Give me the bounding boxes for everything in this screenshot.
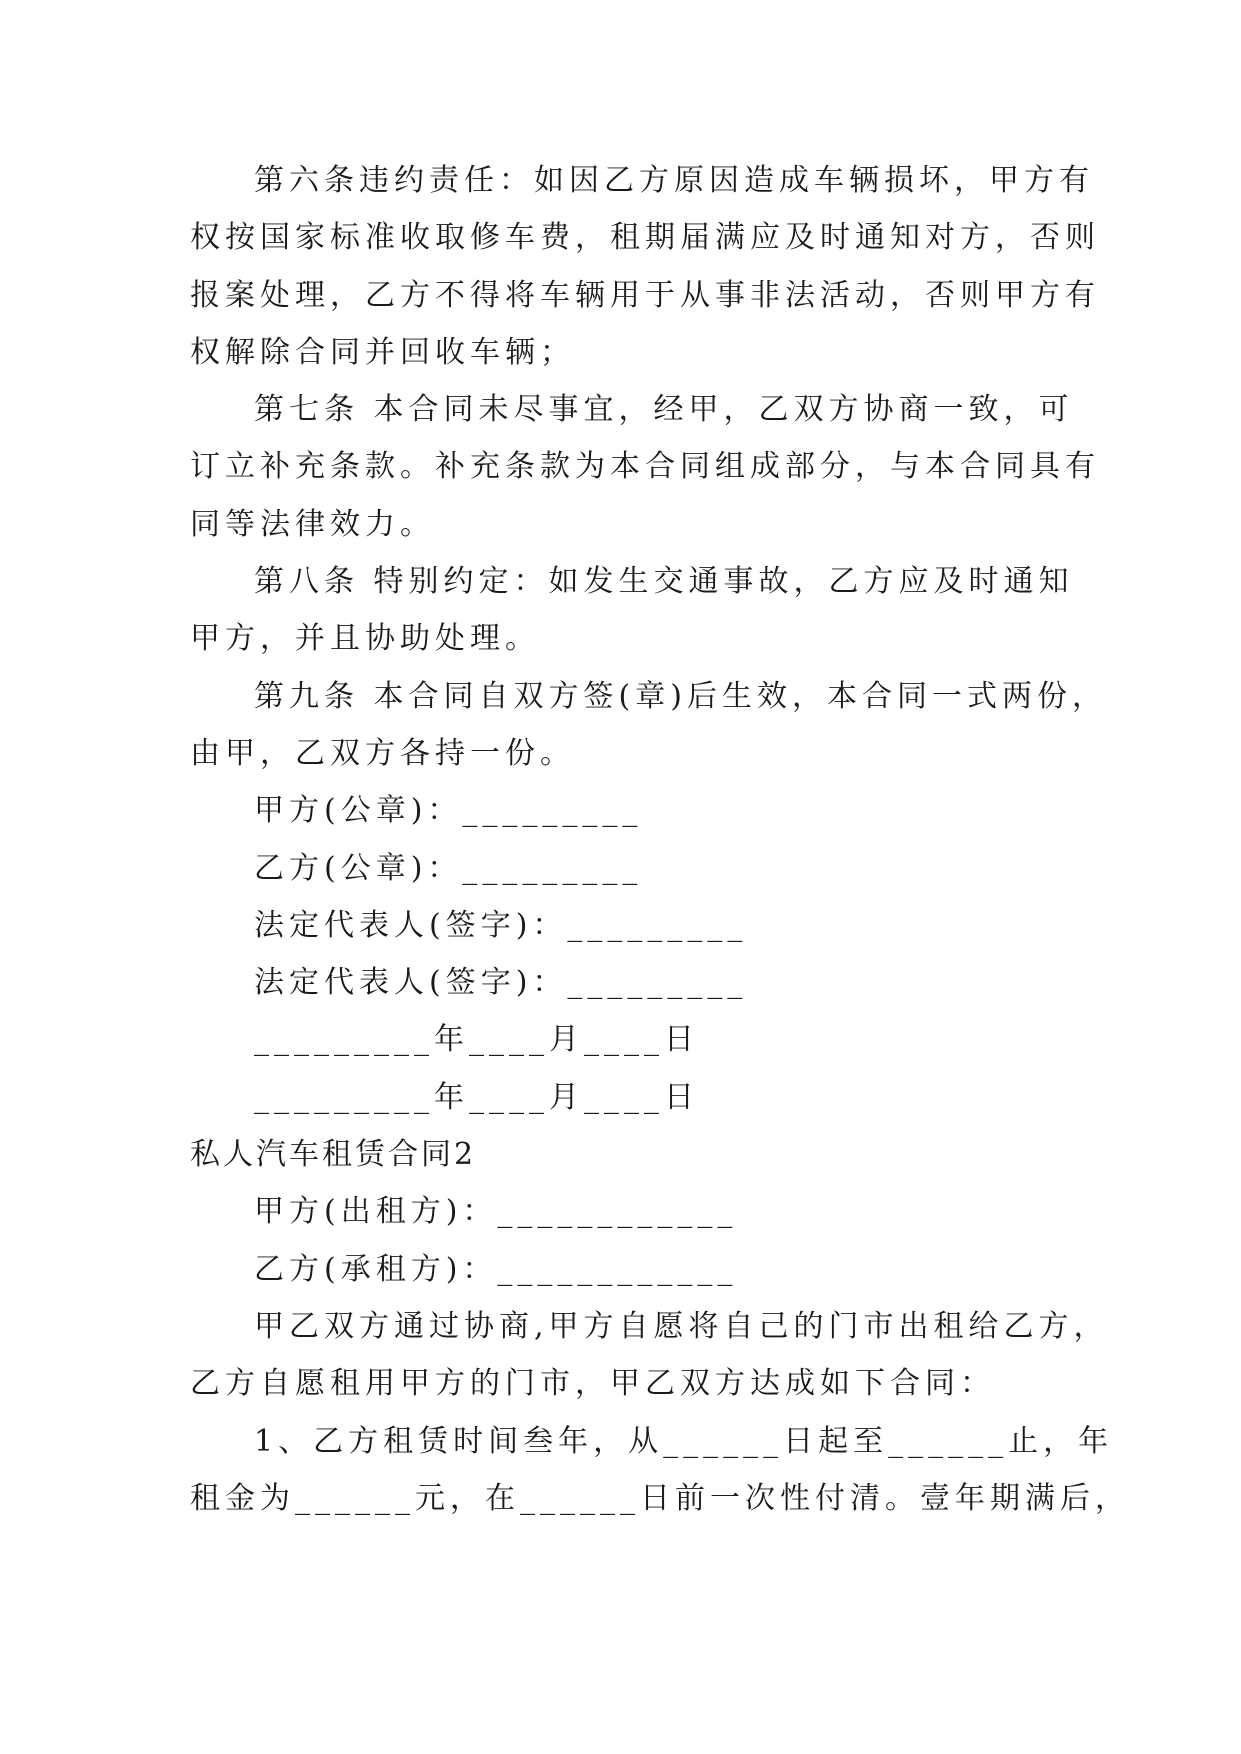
paragraph-line: 权解除合同并回收车辆； [190, 334, 575, 370]
paragraph-line: 同等法律效力。 [190, 506, 435, 542]
paragraph-line: 第九条 本合同自双方签(章)后生效，本合同一式两份， [254, 678, 1107, 714]
paragraph-line: 由甲，乙双方各持一份。 [190, 735, 575, 771]
paragraph-line: 1、乙方租赁时间叁年，从______日起至______止，年 [254, 1423, 1114, 1459]
paragraph-line: 第八条 特别约定：如发生交通事故，乙方应及时通知 [254, 564, 1074, 600]
paragraph-line: 租金为______元，在______日前一次性付清。壹年期满后， [190, 1480, 1130, 1516]
paragraph-line: 甲乙双方通过协商,甲方自愿将自己的门市出租给乙方， [254, 1308, 1109, 1344]
signature-line-legal-rep: 法定代表人(签字)：_________ [254, 965, 748, 1001]
paragraph-line: 乙方自愿租用甲方的门市，甲乙双方达成如下合同： [190, 1366, 995, 1402]
date-line: _________年____月____日 [254, 1022, 699, 1058]
signature-line-legal-rep: 法定代表人(签字)：_________ [254, 907, 748, 943]
paragraph-line: 权按国家标准收取修车费，租期届满应及时通知对方，否则 [190, 220, 1100, 256]
paragraph-line: 甲方，并且协助处理。 [190, 621, 540, 657]
signature-line-party-b-seal: 乙方(公章)：_________ [254, 850, 643, 886]
date-line: _________年____月____日 [254, 1079, 699, 1115]
paragraph-line: 订立补充条款。补充条款为本合同组成部分，与本合同具有 [190, 449, 1100, 485]
paragraph-line: 第七条 本合同未尽事宜，经甲，乙双方协商一致，可 [254, 392, 1074, 428]
signature-line-party-a-seal: 甲方(公章)：_________ [254, 793, 643, 829]
paragraph-line: 第六条违约责任：如因乙方原因造成车辆损坏，甲方有 [254, 163, 1094, 198]
paragraph-line: 报案处理，乙方不得将车辆用于从事非法活动，否则甲方有 [190, 277, 1100, 313]
section-title: 私人汽车租赁合同2 [190, 1137, 477, 1173]
party-a-lessor-line: 甲方(出租方)：____________ [254, 1194, 738, 1230]
document-page [190, 152, 1130, 1527]
party-b-lessee-line: 乙方(承租方)：____________ [254, 1251, 738, 1287]
